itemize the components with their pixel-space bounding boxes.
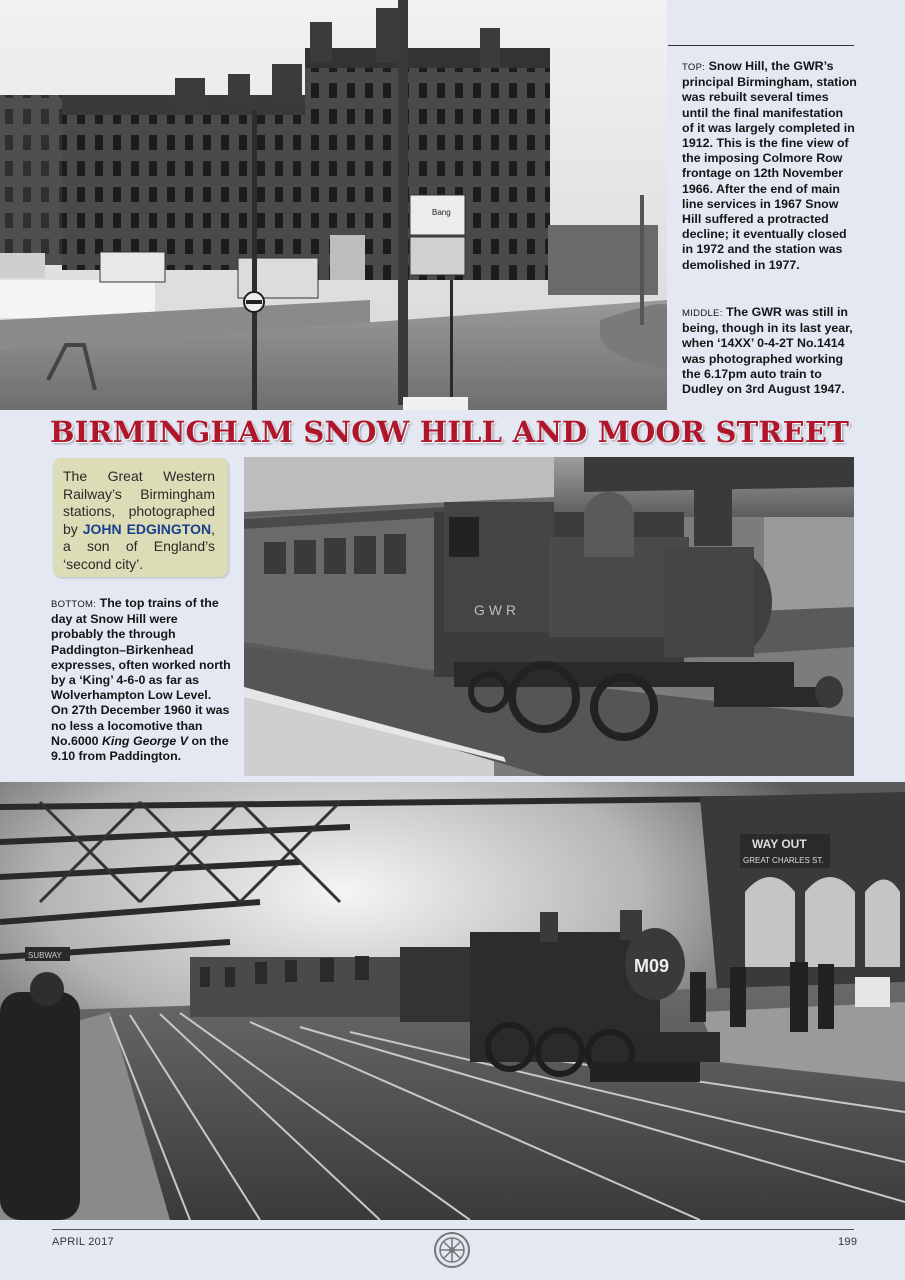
tank-lettering: G W R [474, 602, 516, 618]
caption-top [682, 59, 858, 273]
intro-text [63, 468, 215, 573]
caption-middle-text: The GWR was still in being, though in its last year, when ‘14XX’ 0-4-2T No.1414 was photographed working the 6.17pm auto train to Dudley on 3rd August 1947. [682, 305, 853, 397]
caption-rule [668, 45, 854, 46]
caption-bottom-text-a: The top trains of the day at Snow Hill were probably the through Paddington–Birkenhead expresses, often worked north by a ‘King’ 4-6-0 as far as Wolverhampton Low Level. On 27th December 1960 it was no less a locomotive than No.6000 [51, 596, 231, 748]
caption-bottom-italic: King George V [101, 733, 189, 748]
way-out-sub-sign: GREAT CHARLES ST. [743, 856, 824, 865]
photo-bottom-king-george-v [0, 782, 905, 1220]
caption-top-text: Snow Hill, the GWR’s principal Birmingham, station was rebuilt several times until the final manifestation of it was largely completed in 1912. This is the fine view of the imposing Colmore Row frontage on 12th November 1966. After the end of main line services in 1967 Snow Hill suffered a protracted decline; it eventually closed in 1972 and the station was demolished in 1977. [682, 59, 857, 272]
way-out-sign: WAY OUT [752, 837, 807, 851]
footer-rule [52, 1229, 854, 1230]
caption-bottom-lead: BOTTOM: [51, 599, 97, 610]
page-number: 199 [838, 1236, 858, 1248]
caption-bottom-text-b: on the 9.10 from Paddington. [51, 733, 229, 764]
issue-date: APRIL 2017 [52, 1236, 114, 1248]
caption-middle-lead: MIDDLE: [682, 308, 723, 319]
caption-top-lead: TOP: [682, 62, 706, 73]
article-headline: BIRMINGHAM SNOW HILL AND MOOR STREET [50, 415, 850, 449]
headcode-board: M09 [634, 956, 670, 976]
wheel-logo-icon [433, 1231, 471, 1269]
caption-bottom [51, 596, 231, 764]
photo-middle-tank-engine [244, 457, 854, 776]
billboard-text: Bang [432, 208, 451, 217]
intro-box [53, 458, 228, 577]
intro-text-after: , a son of England’s ‘second city’. [63, 520, 215, 572]
intro-author: JOHN EDGINGTON [82, 520, 212, 537]
caption-middle [682, 305, 858, 397]
subway-sign: SUBWAY [28, 951, 62, 960]
intro-text-before: The Great Western Railway’s Birmingham stations, photographed by [63, 468, 215, 537]
photo-top-colmore-row [0, 0, 667, 410]
